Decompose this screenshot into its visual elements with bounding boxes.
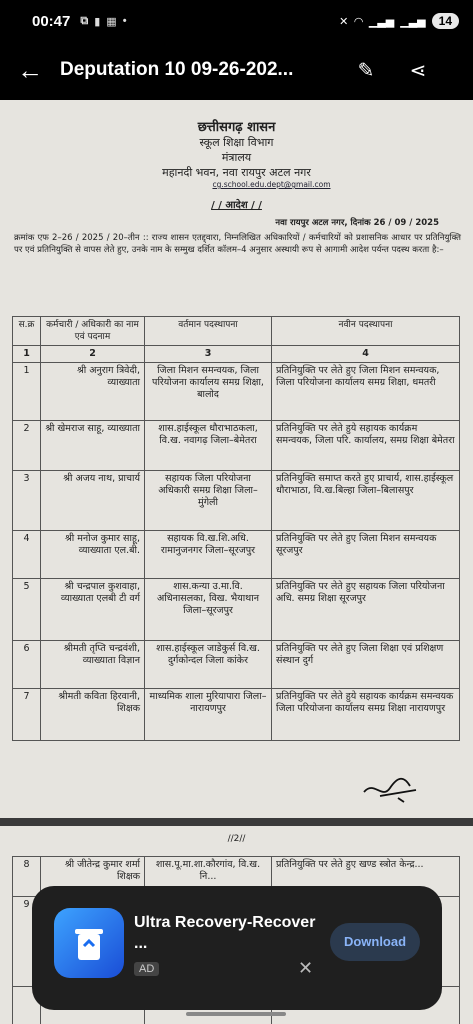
table-row [13,641,460,689]
row-serial: 6 [13,641,41,689]
dept-email: cg.school.edu.dept@gmail.com [212,180,331,189]
document-page-1 [0,100,473,818]
dept-heading: स्कूल शिक्षा विभाग [199,136,274,149]
ad-badge: AD [134,962,159,976]
col-num: 1 [13,346,41,363]
row-current: शास.हाईस्कूल धौराभाठकला, वि.ख. नवागढ़ जिला–बेमेतरा [145,421,272,471]
back-arrow-icon[interactable]: ← [17,54,43,85]
ministry-heading: मंत्रालय [221,151,252,164]
document-title: Deputation 10 09-26-202... [60,59,294,80]
table-row [13,363,460,421]
posting-table [12,316,460,741]
notification-icons [80,15,126,28]
table-row [13,689,460,741]
col-num: 2 [41,346,145,363]
row-current: सहायक वि.ख.शि.अधि. रामानुजनगर जिला–सूरजपुर [145,531,272,579]
row-new: प्रतिनियुक्ति पर लेते हुए जिला मिशन समन्वयक सूरजपुर [272,531,460,579]
row-name: श्रीमती कविता हिरवानी, शिक्षक [41,689,145,741]
status-time: 00:47 [32,12,71,30]
ad-banner[interactable] [32,886,442,1010]
row-new: प्रतिनियुक्ति पर लेते हुये सहायक कार्यक्रम समन्वयक जिला परियोजना कार्यालय समग्र शिक्षा नारायणपुर [272,689,460,741]
order-paragraph: क्रमांक एफ 2–26 / 2025 / 20–तीन :: राज्य शासन एतद्द्वारा, निम्नलिखित अधिकारियों / कर्मचारियों को प्रशासनिक आधार पर प्रतिनियुक्ति पर एवं प्रतिनियुक्ति से वापस लेते हुए, उनके नाम के सम्मुख दर्शित कॉलम–4 अनुसार अस्थायी रूप से आगामी आदेश पर्यन्त पदस्थ करता है:– [14,233,461,255]
mute-icon: ✕ [339,15,349,28]
row-current: शास.कन्या उ.मा.वि. अधिनासलका, विख. भैयाथान जिला–सूरजपुर [145,579,272,641]
status-bar [0,0,473,42]
row-name: श्रीमती तृप्ति चन्द्रवंशी, व्याख्याता विज्ञान [41,641,145,689]
row-current: शास.पू.मा.शा.कौरगांव, वि.ख. नि... [145,857,272,897]
row-new: प्रतिनियुक्ति पर लेते हुए सहायक जिला परियोजना अधि. समग्र शिक्षा सूरजपुर [272,579,460,641]
recovery-app-icon[interactable] [54,908,124,978]
header-current: वर्तमान पदस्थापना [145,317,272,346]
row-new: प्रतिनियुक्ति पर लेते हुए खण्ड स्त्रोत केन्द्र... [272,857,460,897]
table-row [13,471,460,531]
edit-icon[interactable]: ✎ [357,59,375,82]
row-serial: 9 [13,897,41,987]
table-row [13,531,460,579]
page-number: //2// [227,834,246,844]
gov-heading: छत्तीसगढ़ शासन [197,120,276,135]
row-name: श्री अजय नाथ, प्राचार्य [41,471,145,531]
row-serial: 5 [13,579,41,641]
row-serial: 8 [13,857,41,897]
row-new: प्रतिनियुक्ति पर लेते हुए जिला मिशन समन्वयक, जिला परियोजना कार्यालय समग्र शिक्षा, धमतरी [272,363,460,421]
row-name: श्री जीतेन्द्र कुमार शर्मा शिक्षक [41,857,145,897]
screenshot-icon: ⧉ [80,14,89,27]
row-current: सहायक जिला परियोजना अधिकारी समग्र शिक्षा जिला–मुंगेली [145,471,272,531]
col-num: 4 [272,346,460,363]
app-icon: ▦ [106,15,117,28]
signal-icon: ▁▃▅ [368,15,395,28]
wifi-icon: ◠ [354,15,363,28]
battery-indicator: 14 [432,13,459,29]
alert-icon: ▮ [94,15,101,28]
order-date: नवा रायपुर अटल नगर, दिनांक 26 / 09 / 2025 [275,218,439,228]
close-icon[interactable]: ✕ [298,958,314,978]
row-serial: 7 [13,689,41,741]
ad-title[interactable]: Ultra Recovery-Recover ... [134,914,316,952]
signature [360,770,420,806]
dot-icon: • [122,15,127,27]
gesture-nav-bar[interactable] [186,1012,286,1016]
row-name: श्री मनोज कुमार साहू, व्याख्याता एल.बी. [41,531,145,579]
row-new: प्रतिनियुक्ति पर लेते हुये सहायक कार्यक्रम समन्वयक, जिला परि. कार्यालय, समग्र शिक्षा बेमेतरा [272,421,460,471]
row-current: जिला मिशन समन्वयक, जिला परियोजना कार्यालय समग्र शिक्षा, बालोद [145,363,272,421]
row-serial: 2 [13,421,41,471]
share-icon[interactable]: ⋖ [409,59,427,82]
col-num: 3 [145,346,272,363]
table-row [13,421,460,471]
document-viewer[interactable] [0,100,473,1024]
row-serial: 4 [13,531,41,579]
row-name: श्री अनुराग त्रिवेदी, व्याख्याता [41,363,145,421]
row-name: श्री चन्द्रपाल कुशवाहा, व्याख्याता एलबी टी वर्ग [41,579,145,641]
download-button[interactable]: Download [330,923,420,961]
signal2-icon: ▁▃▅ [400,15,426,28]
row-current: माध्यमिक शाला मुरियापारा जिला–नारायणपुर [145,689,272,741]
table-row [13,579,460,641]
row-serial: 3 [13,471,41,531]
header-serial: स.क्र [13,317,41,346]
row-current: शास.हाईस्कूल जाडेकुर्स वि.ख. दुर्गकोन्दल जिला कांकेर [145,641,272,689]
header-name: कर्मचारी / अधिकारी का नाम एवं पदनाम [41,317,145,346]
row-serial: 1 [13,363,41,421]
header-new: नवीन पदस्थापना [272,317,460,346]
app-bar [0,42,473,98]
row-new: प्रतिनियुक्ति पर लेते हुए जिला शिक्षा एवं प्रशिक्षण संस्थान दुर्ग [272,641,460,689]
row-name: श्री खेमराज साहू, व्याख्याता [41,421,145,471]
address-heading: महानदी भवन, नवा रायपुर अटल नगर [162,166,311,179]
order-title: / / आदेश / / [211,200,262,211]
row-new: प्रतिनियुक्ति समाप्त करते हुए प्राचार्य, शास.हाईस्कूल धौराभाठा, वि.ख.बिल्हा जिला–बिलासपुर [272,471,460,531]
